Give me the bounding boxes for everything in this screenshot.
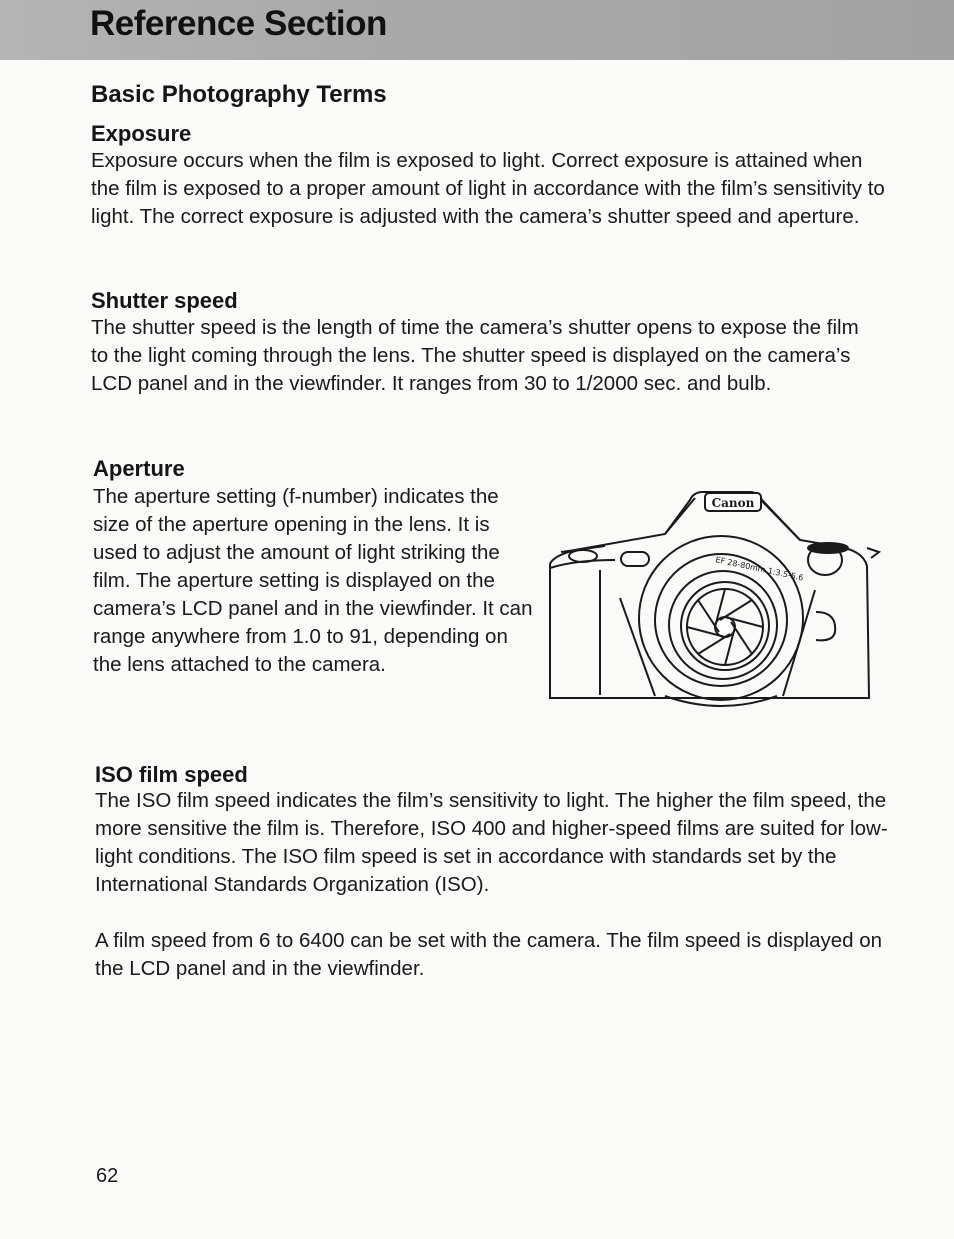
exposure-text: Exposure occurs when the film is exposed to light. Correct exposure is attained when the film is exposed to a proper amount of light in accordance with the film’s sensitivity to light. The correct exposure is adjusted with the camera’s shutter speed and aperture. bbox=[91, 149, 885, 228]
header-band bbox=[0, 0, 954, 60]
shutter-speed-heading: Shutter speed bbox=[91, 288, 238, 313]
section-title: Basic Photography Terms bbox=[91, 81, 387, 108]
page-number: 62 bbox=[96, 1165, 119, 1187]
shutter-speed-text: The shutter speed is the length of time the camera’s shutter opens to expose the film to the light coming through the lens. The shutter speed is displayed on the camera’s LCD panel and in the viewfinder. It ranges from 30 to 1/2000 sec. and bulb. bbox=[91, 316, 859, 395]
lens-marking: EF 28-80mm 1:3.5-5.6 bbox=[714, 555, 805, 583]
brand-text: Canon bbox=[711, 496, 755, 510]
aperture-text: The aperture setting (f-number) indicates the size of the aperture opening in the lens. It is used to adjust the amount of light striking the film. The aperture setting is displayed on the camera’s LCD panel and in the viewfinder. It can range anywhere from 1.0 to 91, depending on the lens attached to the camera. bbox=[93, 485, 533, 676]
iso-text: The ISO film speed indicates the film’s sensitivity to light. The higher the film speed, the more sensitive the film is. Therefore, ISO 400 and higher-speed films are suited for low-light conditions. The ISO film speed is set in accordance with standards set by the International Standards Organization (ISO). bbox=[95, 789, 888, 896]
aperture-heading: Aperture bbox=[93, 456, 185, 481]
iso-heading: ISO film speed bbox=[95, 762, 248, 787]
exposure-heading: Exposure bbox=[91, 121, 192, 146]
iso-text-2: A film speed from 6 to 6400 can be set with the camera. The film speed is displayed on the LCD panel and in the viewfinder. bbox=[95, 929, 883, 980]
page-title: Reference Section bbox=[90, 4, 387, 43]
camera-illustration bbox=[545, 490, 881, 716]
